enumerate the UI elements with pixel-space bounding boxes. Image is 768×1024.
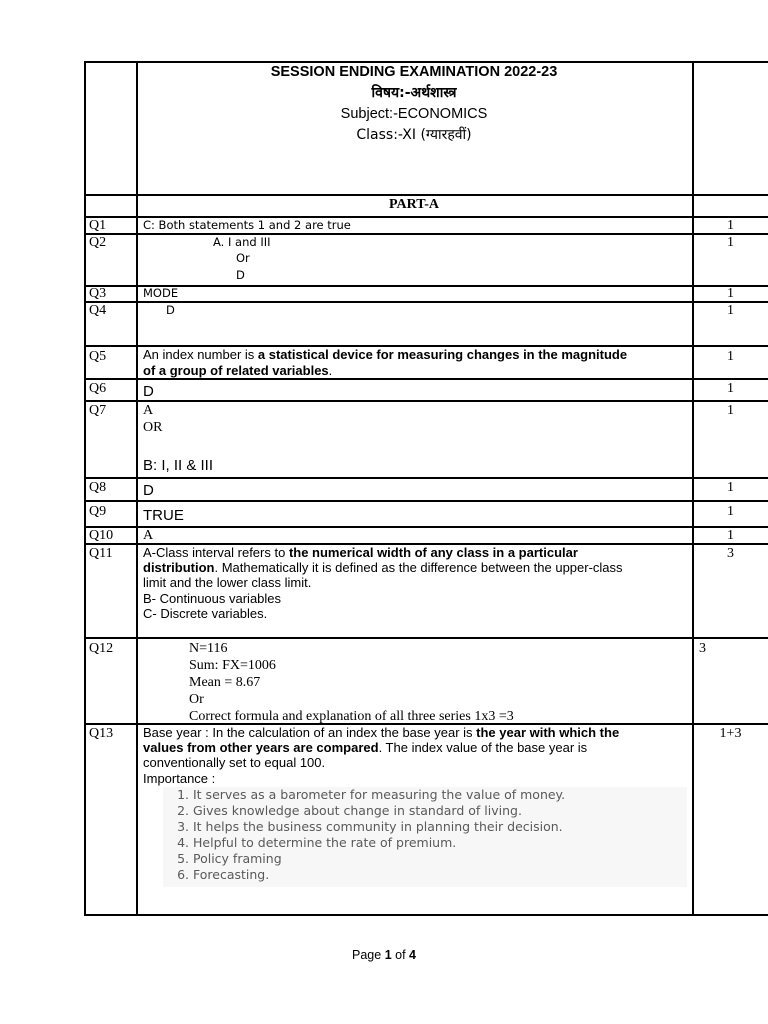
question-number: Q9 xyxy=(89,504,107,519)
question-number: Q12 xyxy=(89,641,114,656)
answer-text: OR xyxy=(143,420,163,435)
row-divider xyxy=(84,233,768,235)
list-item: 2. Gives knowledge about change in standard of living. xyxy=(177,803,522,818)
marks: 1 xyxy=(727,504,734,519)
question-number: Q2 xyxy=(89,235,107,250)
answer-text: distribution. Mathematically it is defined as the difference between the upper-class xyxy=(143,560,623,575)
answer-text: A-Class interval refers to the numerical width of any class in a particular xyxy=(143,545,578,560)
marks: 1 xyxy=(727,528,734,543)
table-border-bottom xyxy=(84,914,768,916)
question-number: Q3 xyxy=(89,286,107,301)
answer-text: Correct formula and explanation of all three series 1x3 =3 xyxy=(189,709,514,724)
marks: 1 xyxy=(727,381,734,396)
answer-text: of a group of related variables. xyxy=(143,363,333,378)
marks: 1 xyxy=(727,303,734,318)
answer-text: B- Continuous variables xyxy=(143,591,282,606)
row-divider xyxy=(84,301,768,303)
answer-text: Importance : xyxy=(143,771,216,786)
row-divider xyxy=(84,500,768,502)
row-divider xyxy=(84,194,768,196)
answer-text: D xyxy=(166,303,175,317)
exam-title: SESSION ENDING EXAMINATION 2022-23 xyxy=(270,64,558,80)
marks: 1+3 xyxy=(719,726,742,741)
answer-text: A. I and III xyxy=(213,235,271,249)
question-number: Q1 xyxy=(89,218,107,233)
page-footer: Page 1 of 4 xyxy=(352,948,416,962)
question-number: Q8 xyxy=(89,480,107,495)
subject-english: Subject:-ECONOMICS xyxy=(340,106,488,122)
answer-text: Or xyxy=(236,251,250,265)
question-number: Q11 xyxy=(89,546,113,561)
answer-text: Or xyxy=(189,692,204,707)
row-divider xyxy=(84,526,768,528)
marks: 1 xyxy=(727,286,734,301)
question-number: Q7 xyxy=(89,403,107,418)
marks: 3 xyxy=(699,641,706,656)
question-number: Q10 xyxy=(89,528,114,543)
row-divider xyxy=(84,400,768,402)
answer-text: Mean = 8.67 xyxy=(189,675,261,690)
page-total: 4 xyxy=(409,948,416,962)
answer-text: values from other years are compared. The index value of the base year is xyxy=(143,740,588,755)
answer-text: Sum: FX=1006 xyxy=(189,658,276,673)
answer-text: D xyxy=(236,268,245,282)
row-divider xyxy=(84,285,768,287)
list-item: 4. Helpful to determine the rate of premium. xyxy=(177,835,457,850)
question-number: Q13 xyxy=(89,726,114,741)
answer-text: A xyxy=(143,528,154,543)
table-border-top xyxy=(84,61,768,63)
marks: 1 xyxy=(727,349,734,364)
row-divider xyxy=(84,637,768,639)
column-divider xyxy=(84,61,86,916)
answer-text: conventionally set to equal 100. xyxy=(143,755,326,770)
answer-text: D xyxy=(143,383,154,400)
answer-text: Base year : In the calculation of an index the base year is the year with which the xyxy=(143,725,620,740)
part-title: PART-A xyxy=(388,197,440,212)
question-number: Q4 xyxy=(89,303,107,318)
column-divider xyxy=(136,61,138,916)
list-item: 5. Policy framing xyxy=(177,851,282,866)
list-item: 6. Forecasting. xyxy=(177,867,270,882)
subject-hindi: विषय:-अर्थशास्त्र xyxy=(371,85,457,101)
row-divider xyxy=(84,477,768,479)
marks: 3 xyxy=(727,546,734,561)
marks: 1 xyxy=(727,403,734,418)
list-item: 1. It serves as a barometer for measuring the value of money. xyxy=(177,787,566,802)
answer-text: MODE xyxy=(143,286,179,300)
marks: 1 xyxy=(727,235,734,250)
marks: 1 xyxy=(727,480,734,495)
question-number: Q6 xyxy=(89,381,107,396)
answer-text: TRUE xyxy=(143,507,184,524)
answer-text: limit and the lower class limit. xyxy=(143,575,312,590)
marks: 1 xyxy=(727,218,734,233)
answer-text: B: I, II & III xyxy=(143,457,214,474)
answer-text: C: Both statements 1 and 2 are true xyxy=(143,218,351,232)
list-item: 3. It helps the business community in planning their decision. xyxy=(177,819,563,834)
answer-text: N=116 xyxy=(189,641,228,656)
page-current: 1 xyxy=(384,948,392,962)
answer-text: D xyxy=(143,482,154,499)
question-number: Q5 xyxy=(89,349,107,364)
answer-text: A xyxy=(143,403,154,418)
class-label: Class:-XI (ग्यारहवीं) xyxy=(356,127,472,143)
answer-text: An index number is a statistical device for measuring changes in the magnitude xyxy=(143,347,628,362)
answer-text: C- Discrete variables. xyxy=(143,606,268,621)
